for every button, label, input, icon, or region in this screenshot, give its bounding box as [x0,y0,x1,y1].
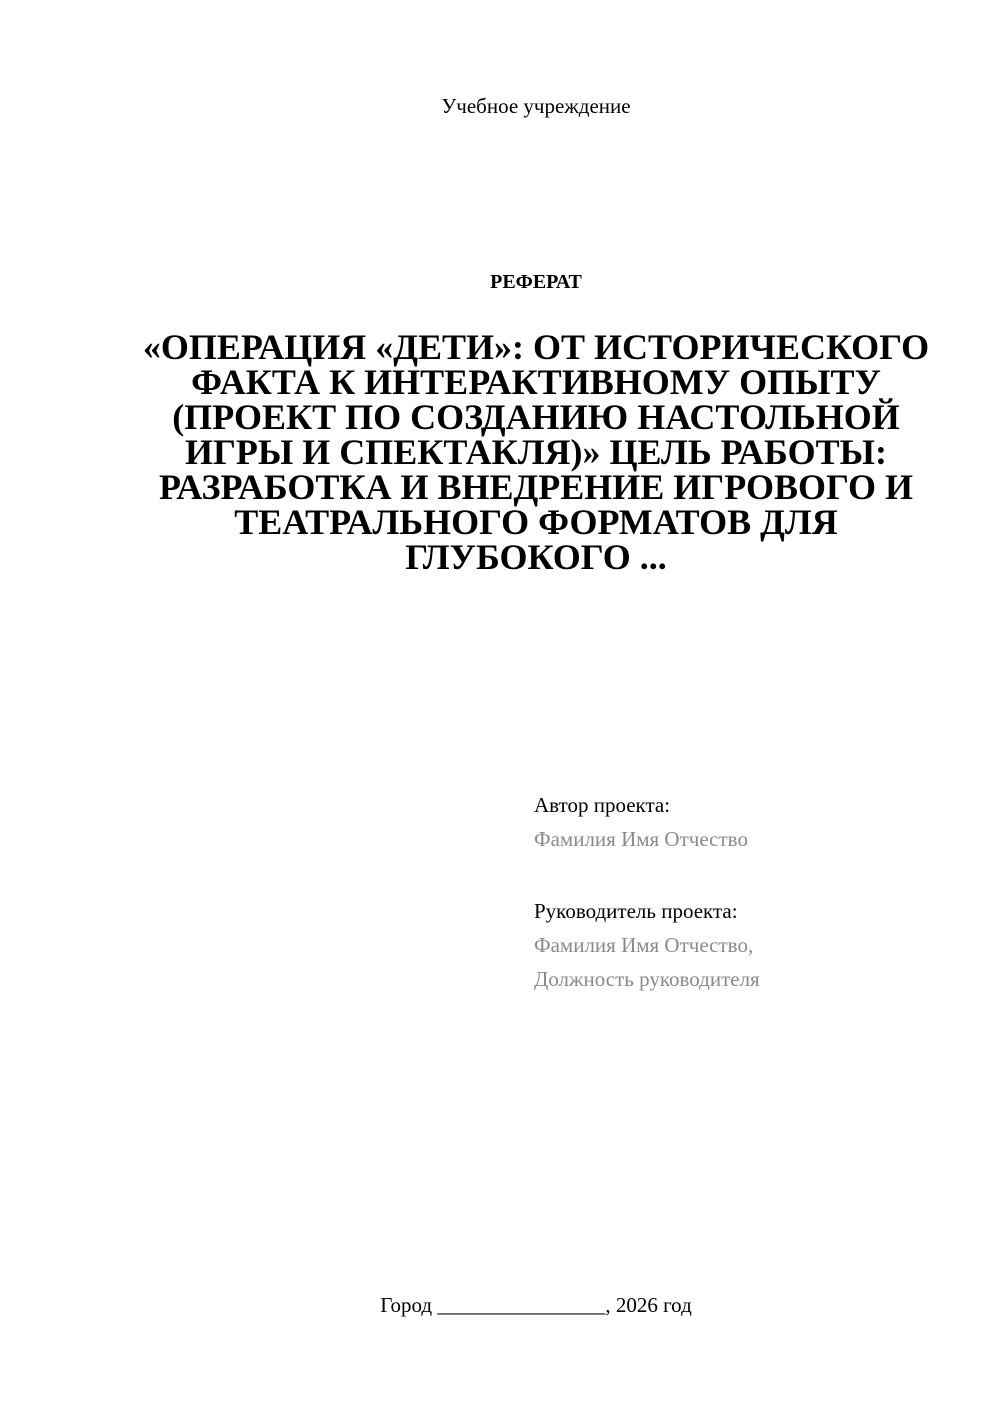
document-type: РЕФЕРАТ [490,271,582,293]
city-year-line: Город ________________, 2026 год [380,1293,692,1317]
author-name: Фамилия Имя Отчество [534,827,748,851]
document-title: «ОПЕРАЦИЯ «ДЕТИ»: ОТ ИСТОРИЧЕСКОГО ФАКТА К ИНТЕРАКТИВНОМУ ОПЫТУ (ПРОЕКТ ПО СОЗДАНИЮ НАСТОЛЬНОЙ ИГРЫ И СПЕКТАКЛЯ)» ЦЕЛЬ РАБОТЫ: РАЗРАБОТКА И ВНЕДРЕНИЕ ИГРОВОГО И ТЕАТРАЛЬНОГО ФОРМАТОВ ДЛЯ ГЛУБОКОГО ... [142,327,930,577]
supervisor-name: Фамилия Имя Отчество, [534,933,754,957]
institution-name: Учебное учреждение [441,94,631,118]
credits-block [534,788,964,996]
author-label: Автор проекта: [534,793,671,817]
supervisor-label: Руководитель проекта: [534,899,738,923]
credits-spacer [534,856,964,894]
supervisor-position: Должность руководителя [534,967,760,991]
